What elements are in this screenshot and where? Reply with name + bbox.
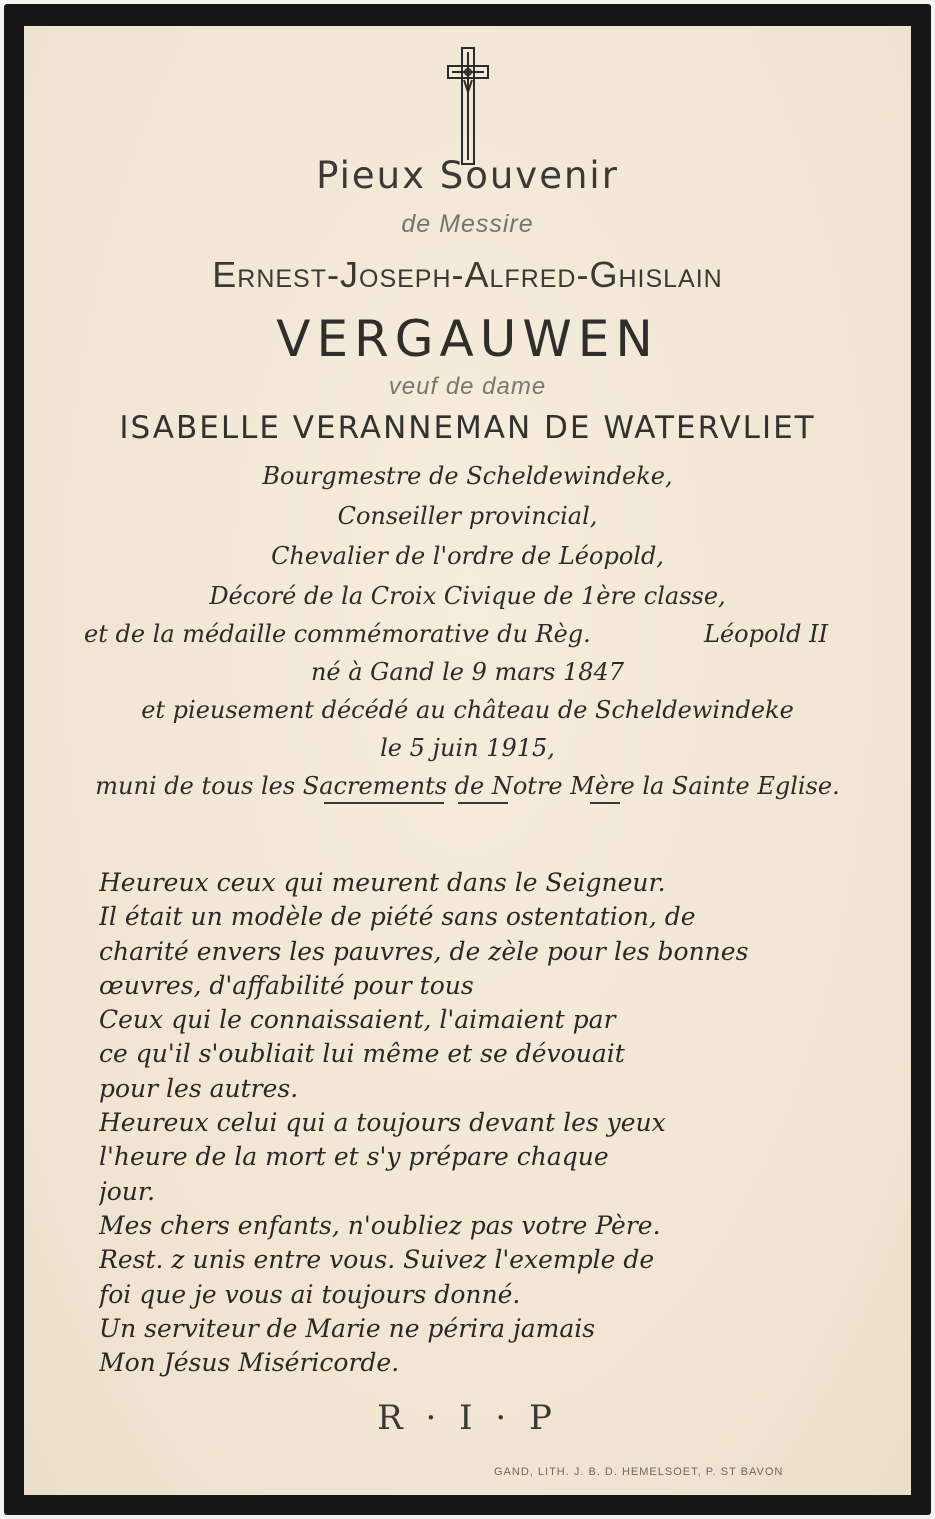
memorial-text xyxy=(99,866,869,1380)
divider xyxy=(458,802,508,804)
title-line: Léopold II xyxy=(704,620,829,648)
title-line: Décoré de la Croix Civique de 1ère classe, xyxy=(209,582,726,610)
divider xyxy=(324,802,444,804)
text-line: Mon Jésus Miséricorde. xyxy=(99,1348,400,1378)
surname: VERGAUWEN xyxy=(276,310,659,368)
honorific: de Messire xyxy=(401,210,534,238)
widower-text: veuf de dame xyxy=(388,373,547,400)
text-line: Rest. z unis entre vous. Suivez l'exemple de xyxy=(99,1245,655,1275)
text-line: Ceux qui le connaissaient, l'aimaient par xyxy=(99,1005,616,1035)
text-line: Mes chers enfants, n'oubliez pas votre Père. xyxy=(99,1210,661,1240)
text-line: l'heure de la mort et s'y prépare chaque xyxy=(99,1142,609,1172)
birth-line: né à Gand le 9 mars 1847 xyxy=(310,658,625,686)
text-line: pour les autres. xyxy=(99,1073,299,1103)
sacraments-line: muni de tous les Sacrements de Notre Mère la Sainte Eglise. xyxy=(95,772,840,800)
cross-icon xyxy=(444,46,492,168)
text-line: Heureux celui qui a toujours devant les yeux xyxy=(99,1108,666,1138)
printer-credit: GAND, LITH. J. B. D. HEMELSOET, P. ST BAVON xyxy=(494,1466,784,1478)
spouse-name: ISABELLE VERANNEMAN DE WATERVLIET xyxy=(119,410,816,446)
card-title: Pieux Souvenir xyxy=(316,154,619,197)
text-line: foi que je vous ai toujours donné. xyxy=(99,1279,521,1309)
title-line: Conseiller provincial, xyxy=(337,502,598,530)
title-line: et de la médaille commémorative du Règ. xyxy=(84,620,591,648)
title-line: Chevalier de l'ordre de Léopold, xyxy=(271,542,664,570)
rip-closing: R · I · P xyxy=(377,1398,558,1438)
memorial-card xyxy=(4,4,931,1515)
text-line: charité envers les pauvres, de zèle pour les bonnes xyxy=(99,936,749,966)
card-paper xyxy=(24,26,911,1495)
text-line: Un serviteur de Marie ne périra jamais xyxy=(99,1313,596,1343)
text-line: ce qu'il s'oubliait lui même et se dévouait xyxy=(99,1039,625,1069)
given-names: Ernest-Joseph-Alfred-Ghislain xyxy=(212,254,723,295)
text-line: Il était un modèle de piété sans ostentation, de xyxy=(99,902,696,932)
text-line: Heureux ceux qui meurent dans le Seigneur. xyxy=(99,868,666,897)
text-line: jour. xyxy=(99,1176,156,1206)
title-line: Bourgmestre de Scheldewindeke, xyxy=(262,462,673,490)
death-date: le 5 juin 1915, xyxy=(380,734,555,762)
divider xyxy=(590,802,620,804)
text-line: œuvres, d'affabilité pour tous xyxy=(99,970,474,1000)
death-line: et pieusement décédé au château de Scheldewindeke xyxy=(141,696,794,724)
